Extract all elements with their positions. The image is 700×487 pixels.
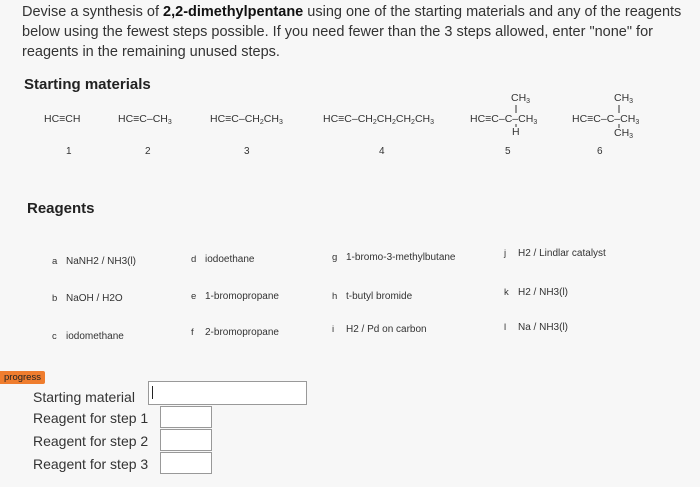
structure-3: HC≡C–CH2CH3 [210, 113, 283, 126]
reagent-b: b NaOH / H2O [52, 293, 123, 304]
reagent-h: h t-butyl bromide [332, 291, 413, 302]
reagent-i: i H2 / Pd on carbon [332, 324, 427, 335]
step1-label: Reagent for step 1 [33, 410, 149, 426]
structure-6-bottom: CH3 [614, 127, 634, 140]
reagent-d: d iodoethane [191, 254, 255, 265]
starting-materials-heading: Starting materials [24, 76, 151, 93]
structure-5: HC≡C–C–CH3 [470, 113, 538, 126]
structure-5-top: CH3 [511, 92, 531, 105]
structure-5-bottom: H [512, 126, 520, 138]
starting-material-input[interactable] [148, 381, 307, 405]
prompt-text-before: Devise a synthesis of [22, 4, 164, 20]
structure-6-top: CH3 [614, 92, 634, 105]
structure-1: HC≡CH [44, 113, 81, 125]
reagent-c: c iodomethane [52, 331, 124, 342]
step3-label: Reagent for step 3 [33, 456, 149, 472]
starting-material-number-2: 2 [145, 146, 151, 157]
structure-4: HC≡C–CH2CH2CH2CH3 [323, 113, 435, 126]
reagent-k: k H2 / NH3(l) [504, 287, 569, 298]
structure-6: HC≡C–C–CH3 [572, 113, 640, 126]
question-prompt [22, 2, 682, 62]
starting-material-number-6: 6 [597, 146, 603, 157]
starting-material-label: Starting material [33, 389, 135, 405]
reagent-e: e 1-bromopropane [191, 291, 279, 302]
reagent-a: a NaNH2 / NH3(l) [52, 256, 137, 267]
starting-material-number-3: 3 [244, 146, 250, 157]
reagent-j: j H2 / Lindlar catalyst [504, 248, 606, 259]
step2-label: Reagent for step 2 [33, 433, 149, 449]
progress-tag[interactable]: progress [0, 371, 45, 384]
text-cursor [152, 386, 153, 399]
starting-material-number-4: 4 [379, 146, 385, 157]
step3-input[interactable] [160, 452, 212, 474]
step1-input[interactable] [160, 406, 212, 428]
reagent-l: l Na / NH3(l) [504, 322, 569, 333]
target-compound: 2,2-dimethylpentane [163, 4, 304, 20]
structure-2: HC≡C–CH3 [118, 113, 172, 126]
reagent-g: g 1-bromo-3-methylbutane [332, 252, 456, 263]
reagent-f: f 2-bromopropane [191, 327, 279, 338]
step2-input[interactable] [160, 429, 212, 451]
starting-material-number-1: 1 [66, 146, 72, 157]
starting-material-structures [0, 88, 700, 148]
prompt-text-after: using one of the starting materials and any of the reagents below using the fewest steps possible. If you need fewer than the 3 steps allowed, enter "none" for reagents in the remaining unused steps. [22, 4, 682, 60]
reagents-heading: Reagents [27, 200, 95, 217]
starting-material-number-5: 5 [505, 146, 511, 157]
